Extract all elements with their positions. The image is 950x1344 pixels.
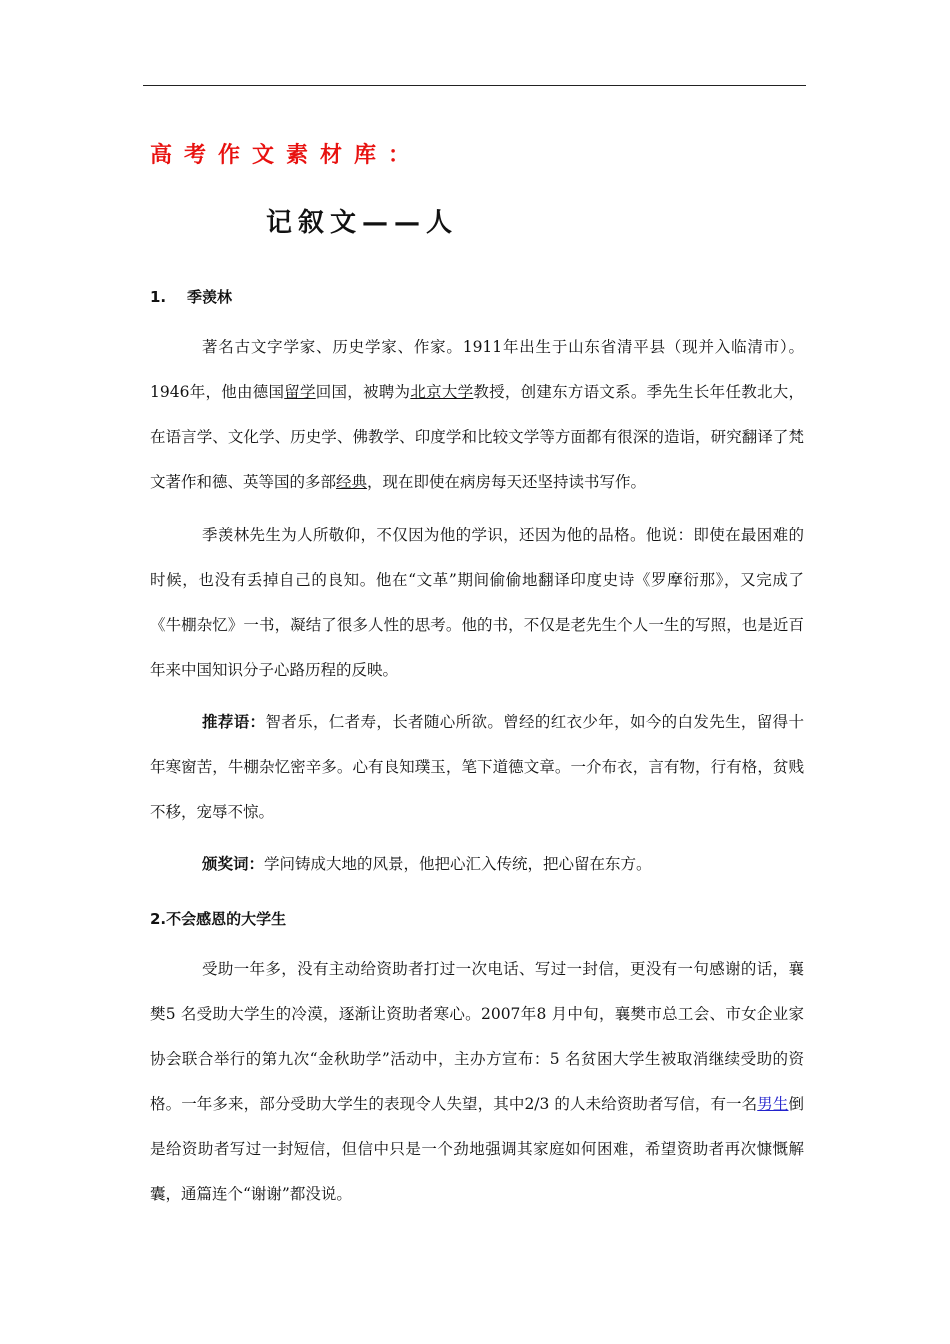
- section-heading-2: 2.不会感恩的大学生: [150, 910, 287, 928]
- paragraph-ungrateful-students: [150, 947, 804, 1217]
- award-text: 学问铸成大地的风景，他把心汇入传统，把心留在东方。: [264, 855, 652, 873]
- underlined-term-jingdian: 经典: [336, 473, 368, 491]
- page-title: 高考作文素材库：: [150, 143, 423, 168]
- link-nansheng[interactable]: 男生: [757, 1095, 789, 1113]
- page-subtitle: 记叙文——人: [266, 208, 459, 238]
- paragraph-award: [150, 842, 804, 887]
- recommend-label: 推荐语：: [202, 713, 266, 731]
- paragraph-ji-xianlin-character: 季羡林先生为人所敬仰，不仅因为他的学识，还因为他的品格。他说：即使在最困难的时候，也没有丢掉自己的良知。他在“文革”期间偷偷地翻译印度史诗《罗摩衍那》，又完成了《牛棚杂忆》一书，凝结了很多人性的思考。他的书，不仅是老先生个人一生的写照，也是近百年来中国知识分子心路历程的反映。: [150, 526, 804, 679]
- award-label: 颁奖词：: [202, 855, 265, 873]
- section-heading-1: 1. 季羡林: [150, 288, 233, 306]
- text-run: 倒是给资助者写过一封短信，但信中只是一个劲地强调其家庭如何困难，希望资助者再次慷慨解囊，通篇连个“谢谢”都没说。: [150, 1095, 804, 1203]
- header-rule: [143, 85, 806, 86]
- text-run: 受助一年多，没有主动给资助者打过一次电话、写过一封信，更没有一句感谢的话，襄樊5 名受助大学生的冷漠，逐渐让资助者寒心。2007年8 月中旬，襄樊市总工会、市女企业家协会联合举行的第九次“金秋助学”活动中，主办方宣布：5 名贫困大学生被取消继续受助的资格。一年多来，部分受助大学生的表现令人失望，其中2/3 的人未给资助者写信，有一名: [150, 960, 804, 1113]
- paragraph-ji-xianlin-bio: [150, 325, 804, 505]
- paragraph-recommendation: [150, 700, 804, 835]
- underlined-term-liuxue: 留学: [284, 383, 316, 401]
- text-run: 教授，创建东方语文系。季先生长年任教北大，在语言学、文化学、历史学、佛教学、印度学和比较文学等方面都有很深的造诣，研究翻译了梵文著作和德、英等国的多部: [150, 383, 804, 491]
- text-run: ，现在即使在病房每天还坚持读书写作。: [367, 473, 647, 491]
- text-run: 著名古文字学家、历史学家、作家。1911年出生于山东省清平县（现并入临清市）。1946年，他由德国: [150, 338, 804, 401]
- recommend-text: 智者乐，仁者寿，长者随心所欲。曾经的红衣少年，如今的白发先生，留得十年寒窗苦，牛棚杂忆密辛多。心有良知璞玉，笔下道德文章。一介布衣，言有物，行有格，贫贱不移，宠辱不惊。: [150, 713, 804, 821]
- text-run: 回国，被聘为: [315, 383, 411, 401]
- underlined-term-beijing-university: 北京大学: [410, 383, 474, 401]
